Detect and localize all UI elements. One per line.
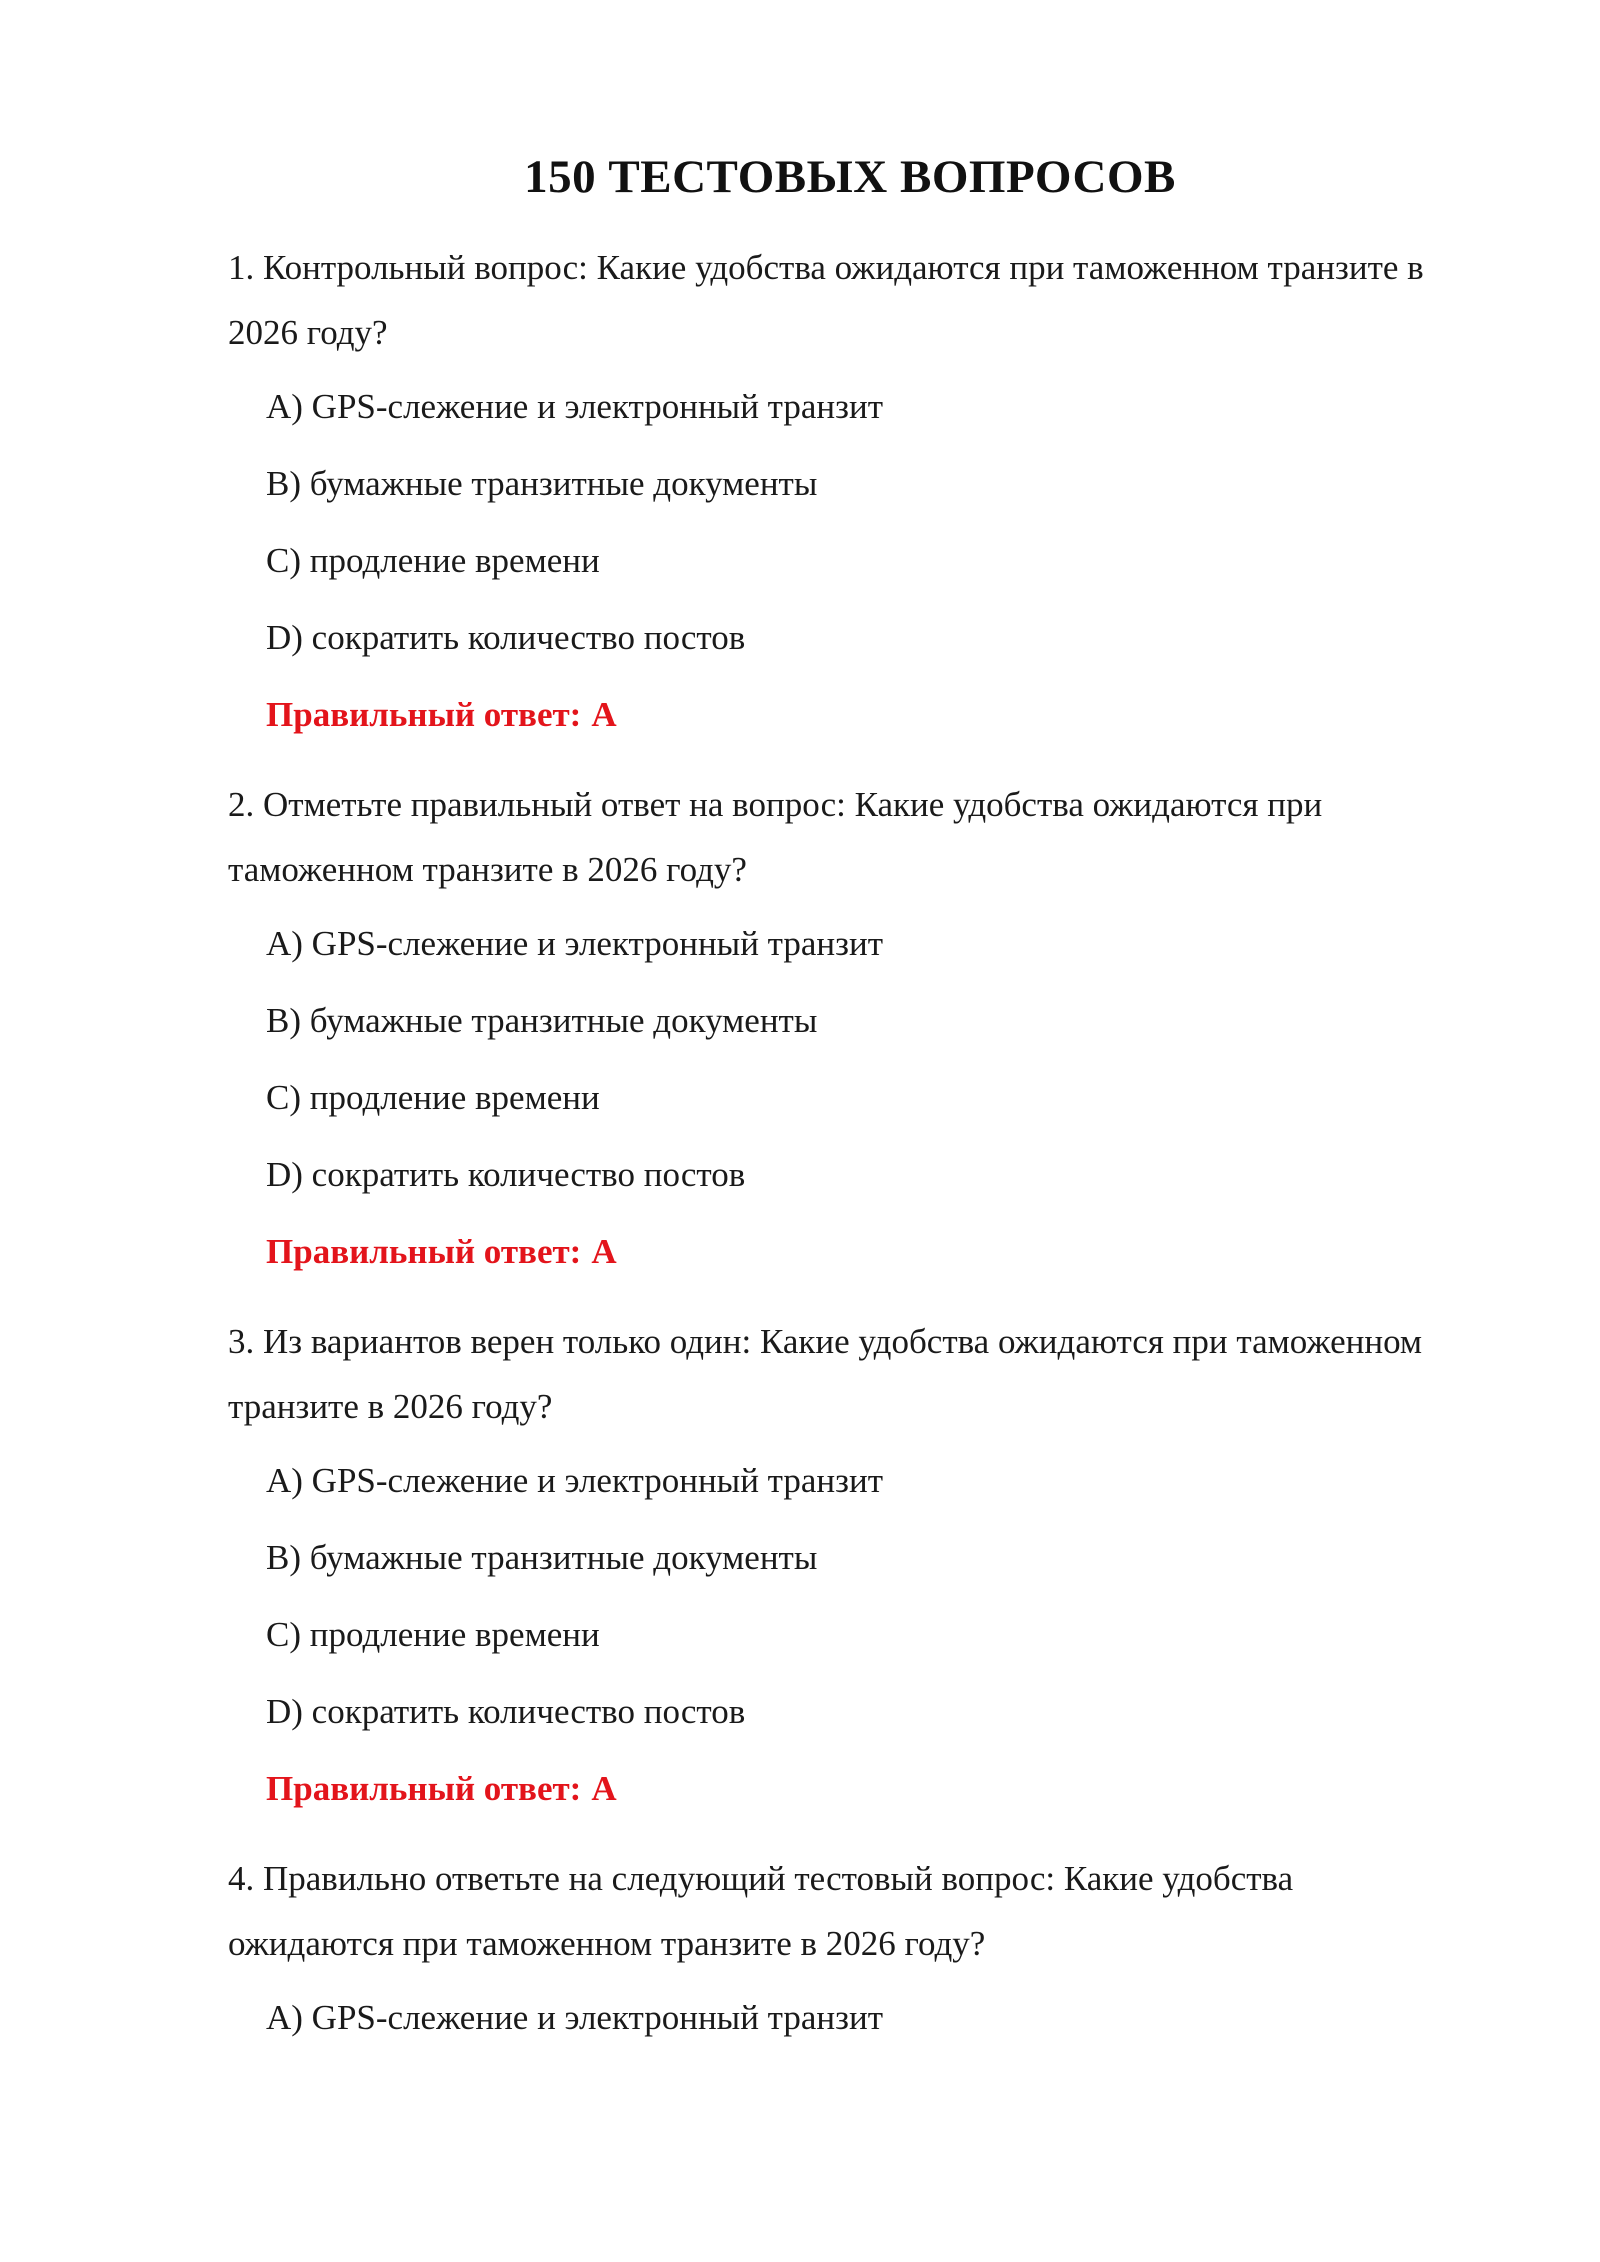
question-text: 4. Правильно ответьте на следующий тестовый вопрос: Какие удобства ожидаются при таможенном транзите в 2026 году? xyxy=(228,1859,1294,1963)
question-block xyxy=(228,1309,1428,1846)
question-block xyxy=(228,772,1428,1309)
option-a: A) GPS-слежение и электронный транзит xyxy=(266,1998,884,2037)
option-a: A) GPS-слежение и электронный транзит xyxy=(266,387,884,426)
answer-label: Правильный ответ: xyxy=(266,695,582,734)
question-text: 2. Отметьте правильный ответ на вопрос: Какие удобства ожидаются при таможенном транзите в 2026 году? xyxy=(228,785,1323,889)
answer-letter: A xyxy=(591,695,617,734)
document-title: 150 ТЕСТОВЫХ ВОПРОСОВ xyxy=(524,151,1176,203)
options-list xyxy=(228,387,1428,695)
option-d: D) сократить количество постов xyxy=(266,1692,746,1731)
answer-letter: A xyxy=(591,1232,617,1271)
answer-label: Правильный ответ: xyxy=(266,1769,582,1808)
correct-answer xyxy=(228,695,1428,772)
options-list xyxy=(228,1461,1428,1769)
option-c: C) продление времени xyxy=(266,541,600,580)
option-c: C) продление времени xyxy=(266,1078,600,1117)
options-list xyxy=(228,1998,1428,2075)
option-a: A) GPS-слежение и электронный транзит xyxy=(266,1461,884,1500)
answer-label: Правильный ответ: xyxy=(266,1232,582,1271)
options-list xyxy=(228,924,1428,1232)
question-block xyxy=(228,235,1428,772)
question-text: 1. Контрольный вопрос: Какие удобства ожидаются при таможенном транзите в 2026 году? xyxy=(228,248,1424,352)
answer-letter: A xyxy=(591,1769,617,1808)
option-c: C) продление времени xyxy=(266,1615,600,1654)
correct-answer xyxy=(228,1232,1428,1309)
question-block xyxy=(228,1846,1428,2075)
option-b: B) бумажные транзитные документы xyxy=(266,1538,818,1577)
option-d: D) сократить количество постов xyxy=(266,618,746,657)
option-b: B) бумажные транзитные документы xyxy=(266,1001,818,1040)
option-b: B) бумажные транзитные документы xyxy=(266,464,818,503)
correct-answer xyxy=(228,1769,1428,1846)
question-text: 3. Из вариантов верен только один: Какие удобства ожидаются при таможенном транзите в 2026 году? xyxy=(228,1322,1423,1426)
option-d: D) сократить количество постов xyxy=(266,1155,746,1194)
questions-list xyxy=(228,235,1428,2075)
option-a: A) GPS-слежение и электронный транзит xyxy=(266,924,884,963)
